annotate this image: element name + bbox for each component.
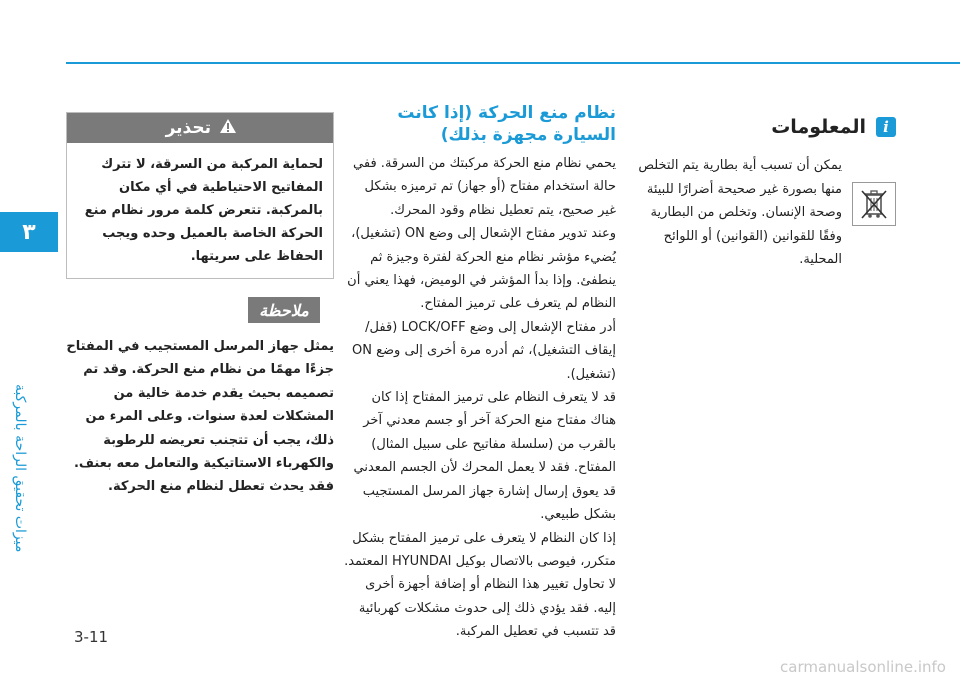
section-paragraph: وعند تدوير مفتاح الإشعال إلى وضع ON (تشغيل)، يُضيء مؤشر نظام منع الحركة لفترة وجيزة ثم ينطفئ. وإذا بدأ المؤشر في الوميض، فهذا يعني أن النظام لم يتعرف على ترميز المفتاح.	[347, 226, 616, 312]
info-heading	[628, 112, 896, 142]
header-rule	[66, 62, 960, 64]
info-icon: i	[876, 117, 896, 137]
warning-icon	[219, 118, 237, 139]
section-paragraph: قد لا يتعرف النظام على ترميز المفتاح إذا كان هناك مفتاح منع الحركة آخر أو جسم معدني آخر بالقرب من (سلسلة مفاتيح على سبيل المثال) المفتاح. فقد لا يعمل المحرك لأن الجسم المعدني قد يعوق إرسال إشارة جهاز المرسل المستجيب بشكل طبيعي.	[353, 390, 616, 523]
section-paragraph: إذا كان النظام لا يتعرف على ترميز المفتاح بشكل متكرر، فيوصى بالاتصال بوكيل HYUNDAI المعتمد.	[344, 530, 616, 569]
immobilizer-section	[344, 102, 616, 644]
section-paragraph: أدر مفتاح الإشعال إلى وضع LOCK/OFF (قفل/ إيقاف التشغيل)، ثم أدره مرة أخرى إلى وضع ON (تشغيل).	[351, 319, 616, 382]
chapter-tab[interactable]	[0, 212, 58, 252]
warning-header	[67, 113, 333, 143]
section-paragraph: لا تحاول تغيير هذا النظام أو إضافة أجهزة أخرى إليه. فقد يؤدي ذلك إلى حدوث مشكلات كهربائية قد تتسبب في تعطيل المركبة.	[358, 577, 616, 640]
info-body	[628, 154, 896, 272]
note-tag: ملاحظة	[248, 297, 320, 323]
section-title: نظام منع الحركة (إذا كانت السيارة مجهزة بذلك)	[397, 103, 616, 145]
info-text: يمكن أن تسبب أية بطارية يتم التخلص منها بصورة غير صحيحة أضرارًا للبيئة وصحة الإنسان. وتخلص من البطارية وفقًا للقوانين (القوانين) أو اللوائح المحلية.	[638, 158, 842, 267]
note-text: يمثل جهاز المرسل المستجيب في المفتاح جزءًا مهمًا من نظام منع الحركة. وقد تم تصميمه بحيث يقدم خدمة خالية من المشكلات لعدة سنوات. وعلى المرء من ذلك، يجب أن تتجنب تعريضه للرطوبة والكهرباء الاستاتيكية والتعامل معه بعنف. فقد يحدث تعطل لنظام منع الحركة.	[66, 339, 334, 495]
cautions-column	[66, 112, 334, 499]
chapter-number: ٣	[22, 219, 36, 245]
warning-title: تحذير	[165, 118, 211, 138]
watermark: carmanualsonline.info	[780, 658, 946, 676]
info-section	[628, 112, 896, 272]
chapter-title: ميزات تحقيق الراحة بالمركبة	[12, 383, 28, 552]
warning-text: لحماية المركبة من السرقة، لا تترك المفاتيح الاحتياطية في أي مكان بالمركبة. تتعرض كلمة مرور نظام منع الحركة الخاصة بالعميل وحده ويجب الحفاظ على سريتها.	[84, 157, 323, 264]
section-paragraph: يحمي نظام منع الحركة مركبتك من السرقة. ففي حالة استخدام مفتاح (أو جهاز) تم ترميزه بشكل غير صحيح، يتم تعطيل نظام وقود المحرك.	[353, 156, 616, 218]
page-number: 3-11	[74, 628, 109, 646]
crossed-bin-icon	[852, 182, 896, 226]
info-title: المعلومات	[771, 116, 866, 138]
warning-box	[66, 112, 334, 279]
